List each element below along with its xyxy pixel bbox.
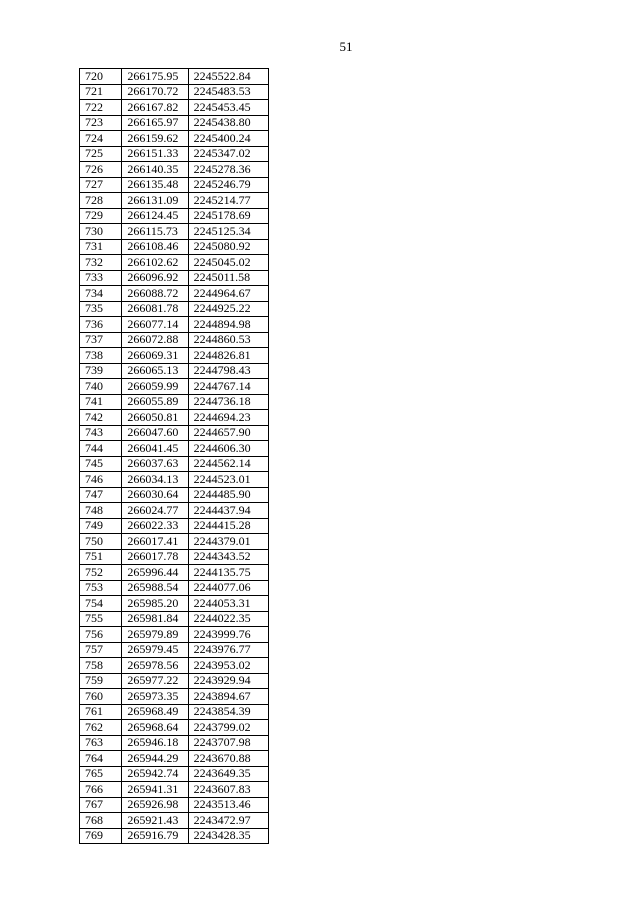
table-row: [80, 394, 269, 410]
point-id-cell: 769: [80, 828, 122, 844]
point-id-cell: 730: [80, 224, 122, 240]
point-id-cell: 755: [80, 611, 122, 627]
x-coordinate-cell: 266115.73: [122, 224, 188, 240]
x-coordinate-cell: 266017.78: [122, 549, 188, 565]
point-id-cell: 758: [80, 658, 122, 674]
point-id-cell: 733: [80, 270, 122, 286]
x-coordinate-cell: 266170.72: [122, 84, 188, 100]
point-id-cell: 754: [80, 596, 122, 612]
point-id-cell: 734: [80, 286, 122, 302]
point-id-cell: 729: [80, 208, 122, 224]
point-id-cell: 742: [80, 410, 122, 426]
y-coordinate-cell: 2245214.77: [188, 193, 268, 209]
y-coordinate-cell: 2244606.30: [188, 441, 268, 457]
y-coordinate-cell: 2243607.83: [188, 782, 268, 798]
table-row: [80, 177, 269, 193]
x-coordinate-cell: 266124.45: [122, 208, 188, 224]
point-id-cell: 752: [80, 565, 122, 581]
y-coordinate-cell: 2244736.18: [188, 394, 268, 410]
table-row: [80, 208, 269, 224]
x-coordinate-cell: 265968.49: [122, 704, 188, 720]
table-row: [80, 596, 269, 612]
table-row: [80, 379, 269, 395]
x-coordinate-cell: 266050.81: [122, 410, 188, 426]
x-coordinate-cell: 266102.62: [122, 255, 188, 271]
y-coordinate-cell: 2244485.90: [188, 487, 268, 503]
point-id-cell: 741: [80, 394, 122, 410]
y-coordinate-cell: 2244798.43: [188, 363, 268, 379]
x-coordinate-cell: 266081.78: [122, 301, 188, 317]
x-coordinate-cell: 266131.09: [122, 193, 188, 209]
table-row: [80, 797, 269, 813]
x-coordinate-cell: 266140.35: [122, 162, 188, 178]
table-row: [80, 224, 269, 240]
point-id-cell: 725: [80, 146, 122, 162]
point-id-cell: 728: [80, 193, 122, 209]
y-coordinate-cell: 2244694.23: [188, 410, 268, 426]
y-coordinate-cell: 2245438.80: [188, 115, 268, 131]
table-row: [80, 239, 269, 255]
table-row: [80, 131, 269, 147]
x-coordinate-cell: 265996.44: [122, 565, 188, 581]
point-id-cell: 756: [80, 627, 122, 643]
table-row: [80, 348, 269, 364]
table-row: [80, 363, 269, 379]
x-coordinate-cell: 266096.92: [122, 270, 188, 286]
x-coordinate-cell: 266041.45: [122, 441, 188, 457]
table-row: [80, 255, 269, 271]
x-coordinate-cell: 265941.31: [122, 782, 188, 798]
point-id-cell: 737: [80, 332, 122, 348]
point-id-cell: 765: [80, 766, 122, 782]
x-coordinate-cell: 266034.13: [122, 472, 188, 488]
x-coordinate-cell: 266047.60: [122, 425, 188, 441]
x-coordinate-cell: 266055.89: [122, 394, 188, 410]
point-id-cell: 722: [80, 100, 122, 116]
x-coordinate-cell: 266017.41: [122, 534, 188, 550]
x-coordinate-cell: 265979.89: [122, 627, 188, 643]
table-row: [80, 611, 269, 627]
x-coordinate-cell: 266151.33: [122, 146, 188, 162]
point-id-cell: 766: [80, 782, 122, 798]
x-coordinate-cell: 266175.95: [122, 69, 188, 85]
y-coordinate-cell: 2243999.76: [188, 627, 268, 643]
y-coordinate-cell: 2245045.02: [188, 255, 268, 271]
point-id-cell: 747: [80, 487, 122, 503]
x-coordinate-cell: 265978.56: [122, 658, 188, 674]
table-row: [80, 193, 269, 209]
table-row: [80, 472, 269, 488]
page-number: 51: [339, 39, 353, 54]
table-row: [80, 565, 269, 581]
y-coordinate-cell: 2243707.98: [188, 735, 268, 751]
x-coordinate-cell: 265977.22: [122, 673, 188, 689]
table-row: [80, 270, 269, 286]
point-id-cell: 768: [80, 813, 122, 829]
point-id-cell: 732: [80, 255, 122, 271]
y-coordinate-cell: 2245522.84: [188, 69, 268, 85]
point-id-cell: 721: [80, 84, 122, 100]
table-row: [80, 146, 269, 162]
y-coordinate-cell: 2243894.67: [188, 689, 268, 705]
table-row: [80, 84, 269, 100]
point-id-cell: 736: [80, 317, 122, 333]
y-coordinate-cell: 2244437.94: [188, 503, 268, 519]
y-coordinate-cell: 2245125.34: [188, 224, 268, 240]
y-coordinate-cell: 2245178.69: [188, 208, 268, 224]
table-row: [80, 301, 269, 317]
y-coordinate-cell: 2244379.01: [188, 534, 268, 550]
x-coordinate-cell: 265926.98: [122, 797, 188, 813]
y-coordinate-cell: 2244860.53: [188, 332, 268, 348]
y-coordinate-cell: 2245347.02: [188, 146, 268, 162]
table-row: [80, 751, 269, 767]
point-id-cell: 731: [80, 239, 122, 255]
point-id-cell: 761: [80, 704, 122, 720]
table-row: [80, 813, 269, 829]
x-coordinate-cell: 266030.64: [122, 487, 188, 503]
y-coordinate-cell: 2243428.35: [188, 828, 268, 844]
point-id-cell: 740: [80, 379, 122, 395]
x-coordinate-cell: 266072.88: [122, 332, 188, 348]
y-coordinate-cell: 2244053.31: [188, 596, 268, 612]
y-coordinate-cell: 2244894.98: [188, 317, 268, 333]
x-coordinate-cell: 265921.43: [122, 813, 188, 829]
x-coordinate-cell: 265946.18: [122, 735, 188, 751]
table-row: [80, 782, 269, 798]
point-id-cell: 764: [80, 751, 122, 767]
y-coordinate-cell: 2243513.46: [188, 797, 268, 813]
x-coordinate-cell: 265973.35: [122, 689, 188, 705]
x-coordinate-cell: 266077.14: [122, 317, 188, 333]
y-coordinate-cell: 2245483.53: [188, 84, 268, 100]
table-row: [80, 441, 269, 457]
y-coordinate-cell: 2243649.35: [188, 766, 268, 782]
point-id-cell: 767: [80, 797, 122, 813]
table-row: [80, 410, 269, 426]
table-row: [80, 673, 269, 689]
point-id-cell: 757: [80, 642, 122, 658]
point-id-cell: 735: [80, 301, 122, 317]
point-id-cell: 744: [80, 441, 122, 457]
point-id-cell: 751: [80, 549, 122, 565]
y-coordinate-cell: 2245400.24: [188, 131, 268, 147]
y-coordinate-cell: 2243953.02: [188, 658, 268, 674]
table-row: [80, 425, 269, 441]
point-id-cell: 723: [80, 115, 122, 131]
y-coordinate-cell: 2245246.79: [188, 177, 268, 193]
table-row: [80, 100, 269, 116]
y-coordinate-cell: 2245278.36: [188, 162, 268, 178]
table-row: [80, 828, 269, 844]
x-coordinate-cell: 266037.63: [122, 456, 188, 472]
x-coordinate-cell: 265944.29: [122, 751, 188, 767]
y-coordinate-cell: 2243472.97: [188, 813, 268, 829]
table-row: [80, 627, 269, 643]
y-coordinate-cell: 2244523.01: [188, 472, 268, 488]
x-coordinate-cell: 265942.74: [122, 766, 188, 782]
y-coordinate-cell: 2244022.35: [188, 611, 268, 627]
x-coordinate-cell: 266069.31: [122, 348, 188, 364]
table-row: [80, 503, 269, 519]
x-coordinate-cell: 266088.72: [122, 286, 188, 302]
table-row: [80, 580, 269, 596]
point-id-cell: 753: [80, 580, 122, 596]
point-id-cell: 727: [80, 177, 122, 193]
y-coordinate-cell: 2244925.22: [188, 301, 268, 317]
table-row: [80, 642, 269, 658]
table-row: [80, 487, 269, 503]
x-coordinate-cell: 265988.54: [122, 580, 188, 596]
table-row: [80, 766, 269, 782]
table-row: [80, 704, 269, 720]
y-coordinate-cell: 2245011.58: [188, 270, 268, 286]
y-coordinate-cell: 2244767.14: [188, 379, 268, 395]
table-row: [80, 286, 269, 302]
point-id-cell: 750: [80, 534, 122, 550]
y-coordinate-cell: 2244077.06: [188, 580, 268, 596]
coordinate-table: [79, 68, 269, 844]
y-coordinate-cell: 2245453.45: [188, 100, 268, 116]
table-row: [80, 549, 269, 565]
point-id-cell: 739: [80, 363, 122, 379]
y-coordinate-cell: 2244415.28: [188, 518, 268, 534]
y-coordinate-cell: 2243799.02: [188, 720, 268, 736]
x-coordinate-cell: 266059.99: [122, 379, 188, 395]
x-coordinate-cell: 266065.13: [122, 363, 188, 379]
point-id-cell: 724: [80, 131, 122, 147]
table-row: [80, 689, 269, 705]
table-row: [80, 456, 269, 472]
x-coordinate-cell: 265981.84: [122, 611, 188, 627]
x-coordinate-cell: 266165.97: [122, 115, 188, 131]
point-id-cell: 743: [80, 425, 122, 441]
table-row: [80, 332, 269, 348]
point-id-cell: 746: [80, 472, 122, 488]
point-id-cell: 748: [80, 503, 122, 519]
table-row: [80, 735, 269, 751]
y-coordinate-cell: 2243854.39: [188, 704, 268, 720]
x-coordinate-cell: 266024.77: [122, 503, 188, 519]
table-row: [80, 720, 269, 736]
point-id-cell: 760: [80, 689, 122, 705]
table-row: [80, 658, 269, 674]
table-row: [80, 115, 269, 131]
y-coordinate-cell: 2243976.77: [188, 642, 268, 658]
x-coordinate-cell: 266108.46: [122, 239, 188, 255]
table-row: [80, 534, 269, 550]
point-id-cell: 726: [80, 162, 122, 178]
point-id-cell: 720: [80, 69, 122, 85]
table-row: [80, 518, 269, 534]
table-row: [80, 317, 269, 333]
table-row: [80, 162, 269, 178]
y-coordinate-cell: 2244964.67: [188, 286, 268, 302]
x-coordinate-cell: 265916.79: [122, 828, 188, 844]
x-coordinate-cell: 266022.33: [122, 518, 188, 534]
y-coordinate-cell: 2244826.81: [188, 348, 268, 364]
table-row: [80, 69, 269, 85]
y-coordinate-cell: 2243929.94: [188, 673, 268, 689]
coordinate-table-body: [80, 69, 269, 844]
point-id-cell: 762: [80, 720, 122, 736]
y-coordinate-cell: 2245080.92: [188, 239, 268, 255]
x-coordinate-cell: 266167.82: [122, 100, 188, 116]
x-coordinate-cell: 266159.62: [122, 131, 188, 147]
y-coordinate-cell: 2244562.14: [188, 456, 268, 472]
x-coordinate-cell: 266135.48: [122, 177, 188, 193]
y-coordinate-cell: 2244657.90: [188, 425, 268, 441]
point-id-cell: 738: [80, 348, 122, 364]
x-coordinate-cell: 265985.20: [122, 596, 188, 612]
x-coordinate-cell: 265968.64: [122, 720, 188, 736]
point-id-cell: 745: [80, 456, 122, 472]
point-id-cell: 749: [80, 518, 122, 534]
y-coordinate-cell: 2244135.75: [188, 565, 268, 581]
point-id-cell: 763: [80, 735, 122, 751]
x-coordinate-cell: 265979.45: [122, 642, 188, 658]
point-id-cell: 759: [80, 673, 122, 689]
y-coordinate-cell: 2243670.88: [188, 751, 268, 767]
y-coordinate-cell: 2244343.52: [188, 549, 268, 565]
